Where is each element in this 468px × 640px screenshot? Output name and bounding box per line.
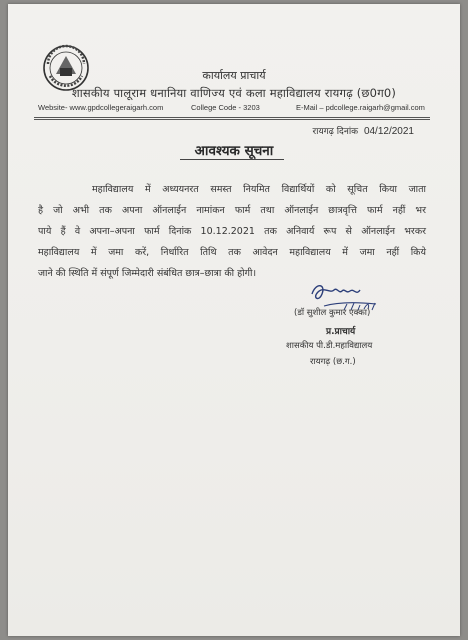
notice-heading: आवश्यक सूचना [194,143,274,159]
notice-line: पाये हैं वे अपना–अपना फार्म दिनांक 10.12.2021 तक अनिवार्य रूप से ऑनलाईन भरकर [38,226,426,237]
notice-page [8,4,460,636]
date-label: रायगढ़ दिनांक [312,127,359,137]
signatory-name: (डॉ सुशील कुमार एक्का) [294,308,371,318]
heading-underline [180,159,284,160]
date-value: 04/12/2021 [363,126,414,137]
college-name: शासकीय पालूराम धनानिया वाणिज्य एवं कला महाविद्यालय रायगढ़ (छ0ग0) [71,86,397,100]
contact-info-row [38,103,424,117]
signatory-college: शासकीय पी.डी.महाविद्यालय [286,341,373,351]
college-code: College Code - 3203 [191,103,260,112]
header-divider [34,117,430,118]
notice-date [312,124,414,137]
email-link[interactable]: E-Mail – pdcollege.raigarh@gmail.com [296,103,425,112]
notice-line: है जो अभी तक अपना ऑनलाईन नामांकन फार्म तथा ऑनलाईन छात्रवृत्ति फार्म नहीं भर [38,205,426,216]
signatory-post: प्र.प्राचार्य [326,327,356,337]
website-link[interactable]: Website- www.gpdcollegeraigarh.com [38,103,164,112]
header-divider-double [34,119,430,120]
notice-line: महाविद्यालय में जमा करें, निर्धारित तिथि तक आवेदन महाविद्यालय में जमा नहीं किये [38,247,426,258]
notice-line: जाने की स्थिति में संपूर्ण जिम्मेदारी संबंधित छात्र–छात्रा की होगी। [38,268,257,279]
office-title: कार्यालय प्राचार्य [202,69,266,82]
notice-line: महाविद्यालय में अध्ययनरत समस्त नियमित विद्यार्थियों को सूचित किया जाता [92,184,426,195]
signatory-city: रायगढ़ (छ.ग.) [310,357,356,367]
